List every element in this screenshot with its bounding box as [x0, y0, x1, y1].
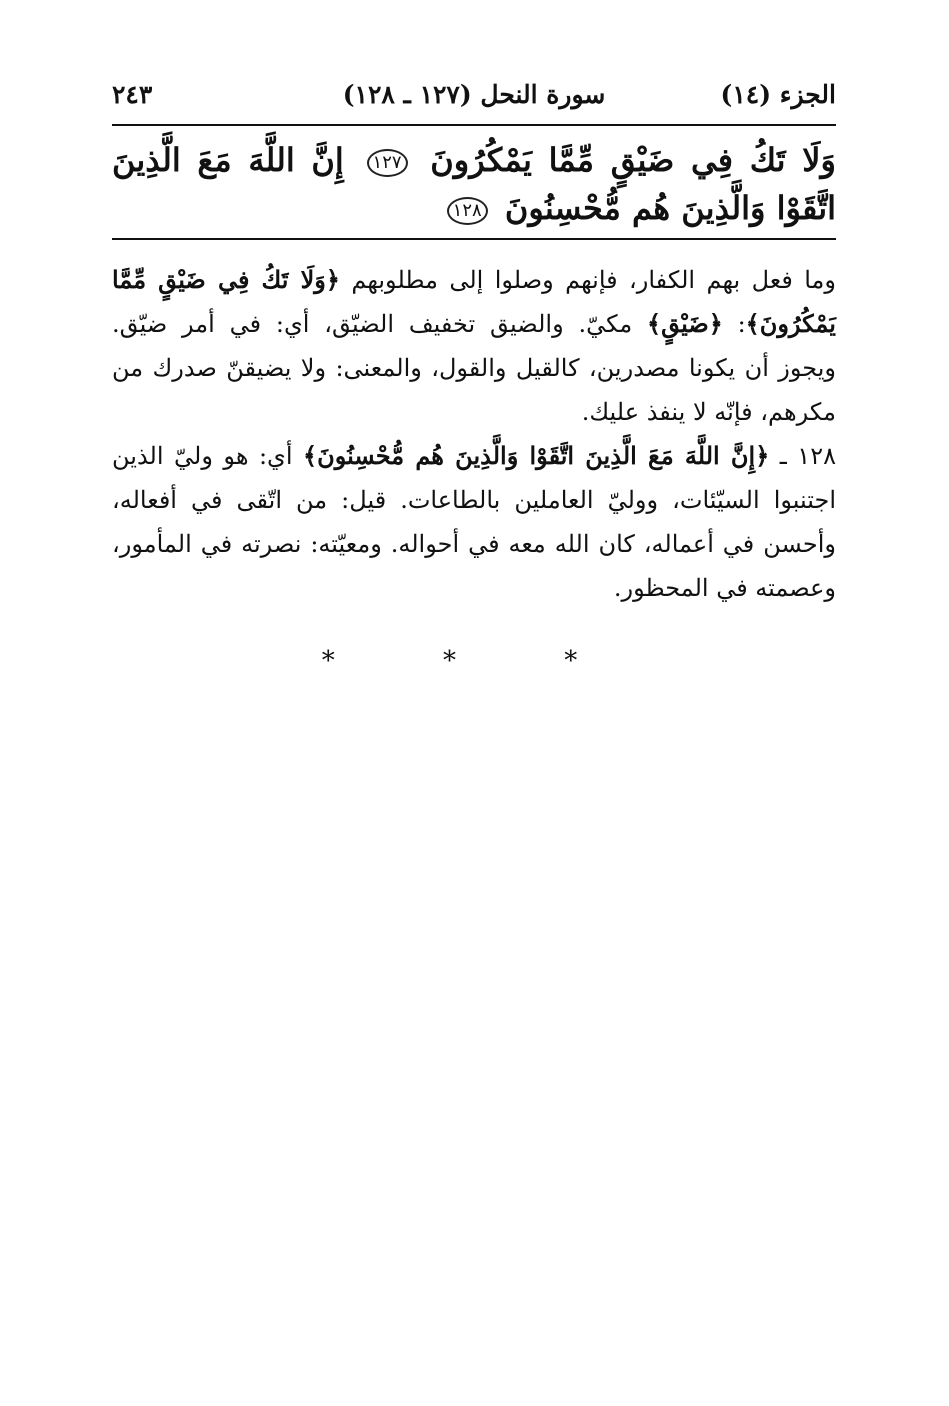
section-divider-stars: * * * [321, 646, 628, 676]
commentary-verse-number: ١٢٨ ـ [779, 442, 836, 470]
surah-title: سورة النحل (١٢٧ ـ ١٢٨) [342, 80, 606, 109]
page-number: ٢٤٣ [112, 80, 153, 109]
quote-verse-127: وَلَا تَكُ فِي ضَيْقٍ مِّمَّا يَمْكُرُونَ [112, 265, 836, 338]
part-label: الجزء (١٤) [720, 80, 836, 109]
verses-rule [112, 238, 836, 240]
verse-number-128: ١٢٨ [447, 197, 488, 225]
running-header [112, 76, 836, 120]
commentary-paragraph-2: ١٢٨ ـ ﴿إِنَّ اللَّهَ مَعَ الَّذِينَ اتَّقَوْا وَالَّذِينَ هُم مُّحْسِنُونَ﴾ أي: هو وليّ الذين اجتنبوا السيّئات، ووليّ العاملين بالطاعات. قيل: من اتّقى في أفعاله، وأحسن في أعماله، كان الله معه في أحواله. ومعيّته: نصرته في المأمور، وعصمته في المحظور. [112, 441, 836, 602]
quran-verses [112, 136, 836, 232]
verse-number-127: ١٢٧ [367, 149, 408, 177]
commentary-text [112, 258, 836, 610]
verse-127-text: وَلَا تَكُ فِي ضَيْقٍ مِّمَّا يَمْكُرُونَ [430, 141, 836, 179]
verse-128-text: إِنَّ اللَّهَ مَعَ الَّذِينَ اتَّقَوْا وَالَّذِينَ هُم مُّحْسِنُونَ [112, 141, 836, 227]
quote-verse-128: إِنَّ اللَّهَ مَعَ الَّذِينَ اتَّقَوْا وَالَّذِينَ هُم مُّحْسِنُونَ [317, 441, 756, 470]
header-rule [112, 124, 836, 126]
quote-word-dayq: ضَيْقٍ [661, 309, 709, 338]
commentary-paragraph-1: وما فعل بهم الكفار، فإنهم وصلوا إلى مطلوبهم ﴿وَلَا تَكُ فِي ضَيْقٍ مِّمَّا يَمْكُرُونَ﴾: ﴿ضَيْقٍ﴾ مكيّ. والضيق تخفيف الضيّق، أي: في أمر ضيّق. ويجوز أن يكونا مصدرين، كالقيل والقول، والمعنى: ولا يضيقنّ صدرك من مكرهم، فإنّه لا ينفذ عليك. [112, 265, 836, 426]
